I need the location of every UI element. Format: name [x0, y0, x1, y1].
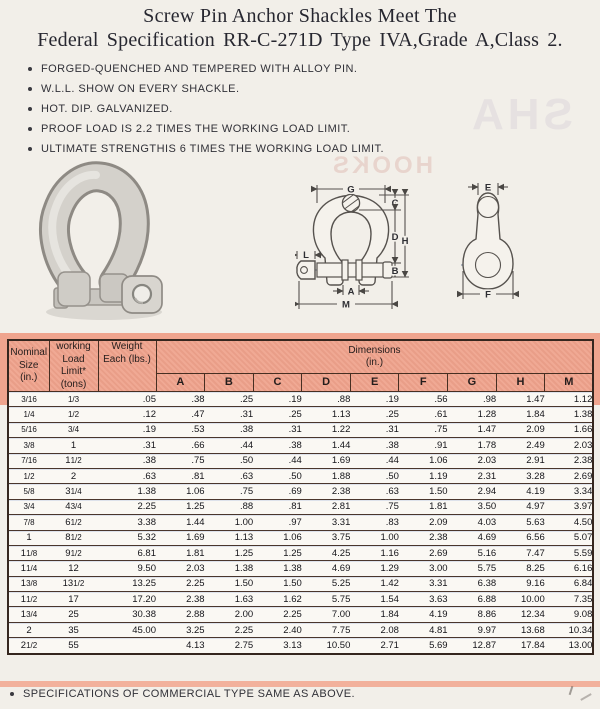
working-load-limit-cell: 55: [49, 638, 98, 654]
dimension-cell: 2.09: [496, 422, 545, 437]
dimension-cell: .69: [253, 484, 302, 499]
dimension-cell: 7.47: [496, 545, 545, 560]
shackle-photo: [24, 160, 172, 332]
dimension-cell: 6.16: [545, 561, 594, 576]
nominal-size-cell: 1: [8, 530, 49, 545]
dimension-cell: .81: [253, 499, 302, 514]
dimension-cell: 2.81: [302, 499, 351, 514]
dimension-cell: 10.34: [545, 622, 594, 637]
dimension-cell: .56: [399, 392, 448, 407]
dimension-cell: 1.62: [253, 592, 302, 607]
table-row: [8, 576, 593, 591]
weight-cell: 45.00: [98, 622, 156, 637]
table-row: [8, 392, 593, 407]
dimension-cell: 9.08: [545, 607, 594, 622]
dimension-cell: .38: [156, 392, 205, 407]
dim-label-E: E: [484, 182, 492, 194]
bleed-through-text: SHA: [468, 90, 573, 139]
dimension-cell: .53: [156, 422, 205, 437]
feature-bullet-list: [28, 59, 384, 159]
dimension-cell: 2.38: [302, 484, 351, 499]
dimension-cell: 5.69: [399, 638, 448, 654]
weight-cell: .38: [98, 453, 156, 468]
dimension-cell: 1.06: [156, 484, 205, 499]
table-row: [8, 607, 593, 622]
dimension-cell: 1.00: [350, 530, 399, 545]
dimension-cell: .81: [156, 468, 205, 483]
dimension-cell: 1.06: [253, 530, 302, 545]
dimension-cell: 3.13: [253, 638, 302, 654]
header-text: Size: [19, 359, 39, 371]
dimension-cell: .31: [350, 422, 399, 437]
dimension-cell: .38: [205, 422, 254, 437]
front-dimension-diagram: [295, 181, 413, 322]
bullet-text: PROOF LOAD IS 2.2 TIMES THE WORKING LOAD LIMIT.: [41, 123, 351, 135]
nominal-size-cell: 3/4: [8, 499, 49, 514]
dimension-cell: 12.87: [448, 638, 497, 654]
dimension-cell: 1.19: [399, 468, 448, 483]
bullet-dot-icon: [10, 692, 14, 696]
dimension-cell: 3.34: [545, 484, 594, 499]
dimension-cell: 1.12: [545, 392, 594, 407]
table-header-row-1: [8, 340, 593, 374]
dimension-cell: 13.00: [545, 638, 594, 654]
shackle-spec-table: [7, 339, 594, 655]
table-head: [8, 340, 593, 392]
dimension-cell: .75: [156, 453, 205, 468]
dimension-cell: 1.63: [205, 592, 254, 607]
dimension-cell: 1.69: [156, 530, 205, 545]
dimension-cell: 1.42: [350, 576, 399, 591]
working-load-limit-cell: 11/2: [49, 453, 98, 468]
working-load-limit-cell: 3/4: [49, 422, 98, 437]
dimension-cell: .83: [350, 515, 399, 530]
dim-label-D: D: [391, 232, 399, 243]
col-header-H: H: [496, 374, 545, 392]
front-diagram-drawing: [295, 181, 413, 322]
dimension-cell: 2.25: [156, 576, 205, 591]
page-title-line2: Federal Specification RR-C-271D Type IVA,Grade A,Class 2.: [37, 29, 563, 51]
dimension-cell: 5.07: [545, 530, 594, 545]
bullet-dot-icon: [28, 87, 32, 91]
weight-cell: 30.38: [98, 607, 156, 622]
nominal-size-cell: 11/8: [8, 545, 49, 560]
working-load-limit-cell: 61/2: [49, 515, 98, 530]
dimension-cell: 6.84: [545, 576, 594, 591]
dimension-cell: .66: [156, 438, 205, 453]
dimension-cell: 1.13: [302, 407, 351, 422]
dimension-cell: .31: [253, 422, 302, 437]
dimension-cell: 1.47: [496, 392, 545, 407]
dimension-cell: 1.38: [253, 561, 302, 576]
dim-label-G: G: [347, 184, 355, 196]
dimension-cell: 2.25: [253, 607, 302, 622]
dimension-cell: 2.03: [448, 453, 497, 468]
dimension-cell: 5.63: [496, 515, 545, 530]
working-load-limit-cell: 131/2: [49, 576, 98, 591]
working-load-limit-cell: 31/4: [49, 484, 98, 499]
dimension-cell: 4.03: [448, 515, 497, 530]
dimension-cell: 8.86: [448, 607, 497, 622]
dimension-cell: 1.00: [205, 515, 254, 530]
dimension-cell: 1.88: [302, 468, 351, 483]
header-text: working: [56, 341, 91, 352]
weight-cell: 3.38: [98, 515, 156, 530]
table-row: [8, 468, 593, 483]
bullet-dot-icon: [28, 127, 32, 131]
dimension-cell: 1.22: [302, 422, 351, 437]
feature-bullet: [28, 119, 384, 139]
col-header-weight: [98, 340, 156, 392]
dimension-cell: .50: [205, 453, 254, 468]
table-row: [8, 484, 593, 499]
dimension-cell: .50: [350, 468, 399, 483]
feature-bullet: [28, 99, 384, 119]
weight-cell: .19: [98, 422, 156, 437]
col-header-nominal-size: [8, 340, 49, 392]
working-load-limit-cell: 25: [49, 607, 98, 622]
dimension-cell: 7.00: [302, 607, 351, 622]
table-row: [8, 592, 593, 607]
col-header-E: E: [350, 374, 399, 392]
dimension-cell: 2.25: [205, 622, 254, 637]
pencil-mark: [580, 693, 591, 701]
dimension-cell: 4.19: [496, 484, 545, 499]
dimension-cell: 4.69: [302, 561, 351, 576]
working-load-limit-cell: 1/2: [49, 407, 98, 422]
dimension-cell: .19: [253, 392, 302, 407]
nominal-size-cell: 7/16: [8, 453, 49, 468]
table-row: [8, 561, 593, 576]
dimension-cell: 1.25: [205, 545, 254, 560]
dimension-cell: .44: [205, 438, 254, 453]
working-load-limit-cell: 12: [49, 561, 98, 576]
table-row: [8, 499, 593, 514]
table-bottom-strip: [0, 681, 600, 687]
bullet-text: W.L.L. SHOW ON EVERY SHACKLE.: [41, 83, 240, 95]
dimension-cell: 7.75: [302, 622, 351, 637]
nominal-size-cell: 21/2: [8, 638, 49, 654]
dimension-cell: 1.13: [205, 530, 254, 545]
dim-label-H: H: [401, 236, 409, 247]
header-text: Limit*: [60, 366, 86, 377]
nominal-size-cell: 5/8: [8, 484, 49, 499]
dimension-cell: 3.00: [399, 561, 448, 576]
dimension-cell: 2.91: [496, 453, 545, 468]
dimension-cell: 5.16: [448, 545, 497, 560]
dim-label-C: C: [391, 198, 399, 209]
dimension-cell: 2.03: [156, 561, 205, 576]
dimension-cell: .91: [399, 438, 448, 453]
dimension-cell: 2.38: [545, 453, 594, 468]
footnote-text: SPECIFICATIONS OF COMMERCIAL TYPE SAME AS ABOVE.: [23, 688, 355, 700]
working-load-limit-cell: 1/3: [49, 392, 98, 407]
weight-cell: [98, 638, 156, 654]
dimension-cell: 4.13: [156, 638, 205, 654]
weight-cell: 6.81: [98, 545, 156, 560]
dimension-cell: 1.84: [496, 407, 545, 422]
dimension-cell: 2.40: [253, 622, 302, 637]
header-text: Load: [62, 353, 85, 365]
dim-label-A: A: [347, 286, 355, 298]
dimension-cell: 1.66: [545, 422, 594, 437]
dimension-cell: 4.69: [448, 530, 497, 545]
dimension-cell: 13.68: [496, 622, 545, 637]
dimension-cell: 8.25: [496, 561, 545, 576]
dimension-cell: 4.97: [496, 499, 545, 514]
dimension-cell: 3.31: [302, 515, 351, 530]
nominal-size-cell: 11/4: [8, 561, 49, 576]
dimension-cell: 2.88: [156, 607, 205, 622]
weight-cell: .05: [98, 392, 156, 407]
weight-cell: 13.25: [98, 576, 156, 591]
table-row: [8, 453, 593, 468]
weight-cell: 1.38: [98, 484, 156, 499]
dimension-cell: 9.16: [496, 576, 545, 591]
dimension-cell: .88: [205, 499, 254, 514]
dimension-cell: .38: [350, 438, 399, 453]
dimension-cell: 2.09: [399, 515, 448, 530]
working-load-limit-cell: 17: [49, 592, 98, 607]
dimension-cell: .31: [205, 407, 254, 422]
working-load-limit-cell: 1: [49, 438, 98, 453]
dimension-cell: 3.63: [399, 592, 448, 607]
weight-cell: .31: [98, 438, 156, 453]
table-row: [8, 407, 593, 422]
dimension-cell: 5.75: [302, 592, 351, 607]
dimension-cell: 1.38: [545, 407, 594, 422]
dimension-cell: 3.31: [399, 576, 448, 591]
dimension-cell: 2.69: [399, 545, 448, 560]
working-load-limit-cell: 91/2: [49, 545, 98, 560]
side-dimension-diagram: [451, 181, 527, 306]
dimension-cell: 2.31: [448, 468, 497, 483]
pencil-mark: [569, 686, 574, 695]
dimension-cell: .38: [253, 438, 302, 453]
dimension-cell: .98: [448, 392, 497, 407]
dimension-cell: 4.19: [399, 607, 448, 622]
col-header-dimensions: [156, 340, 593, 374]
dim-label-B: B: [391, 266, 399, 277]
dimension-cell: 4.81: [399, 622, 448, 637]
table-row: [8, 515, 593, 530]
dimension-cell: 1.50: [253, 576, 302, 591]
dimension-cell: .75: [350, 499, 399, 514]
feature-bullet: [28, 79, 384, 99]
commercial-type-footnote: [10, 688, 355, 700]
dimension-cell: 3.25: [156, 622, 205, 637]
page-title-line1: Screw Pin Anchor Shackles Meet The: [143, 5, 457, 27]
dimension-cell: 2.94: [448, 484, 497, 499]
dimension-cell: 1.69: [302, 453, 351, 468]
dimension-cell: 7.35: [545, 592, 594, 607]
dimension-cell: .75: [205, 484, 254, 499]
dimension-cell: 3.50: [448, 499, 497, 514]
col-header-G: G: [448, 374, 497, 392]
dimension-cell: 3.28: [496, 468, 545, 483]
dimension-cell: 5.25: [302, 576, 351, 591]
bullet-text: FORGED-QUENCHED AND TEMPERED WITH ALLOY PIN.: [41, 63, 358, 75]
side-diagram-drawing: [451, 181, 527, 306]
col-header-A: A: [156, 374, 205, 392]
shackle-photo-image: [24, 160, 172, 332]
dim-label-F: F: [485, 289, 491, 301]
weight-cell: 2.25: [98, 499, 156, 514]
dimension-cell: 6.38: [448, 576, 497, 591]
dimension-cell: 4.50: [545, 515, 594, 530]
col-header-D: D: [302, 374, 351, 392]
table-row: [8, 530, 593, 545]
dimension-cell: 2.03: [545, 438, 594, 453]
header-text: Each (lbs.): [103, 353, 151, 365]
table-row: [8, 638, 593, 654]
dimension-cell: 1.16: [350, 545, 399, 560]
dimension-cell: 3.75: [302, 530, 351, 545]
dimension-cell: 1.29: [350, 561, 399, 576]
bullet-dot-icon: [28, 147, 32, 151]
dimension-cell: .44: [350, 453, 399, 468]
dimension-cell: 2.00: [205, 607, 254, 622]
dimension-cell: .44: [253, 453, 302, 468]
header-text: Weight: [111, 341, 143, 352]
dim-label-M: M: [342, 299, 350, 311]
dimension-cell: .61: [399, 407, 448, 422]
dimension-cell: 4.25: [302, 545, 351, 560]
dimension-cell: .75: [399, 422, 448, 437]
dimension-cell: 5.59: [545, 545, 594, 560]
dimension-cell: 3.97: [545, 499, 594, 514]
dimension-cell: .47: [156, 407, 205, 422]
dimension-cell: 1.38: [205, 561, 254, 576]
nominal-size-cell: 3/8: [8, 438, 49, 453]
dimension-cell: 1.84: [350, 607, 399, 622]
table-row: [8, 545, 593, 560]
dimension-cell: 6.56: [496, 530, 545, 545]
dimension-cell: 1.25: [253, 545, 302, 560]
dimension-cell: 1.25: [156, 499, 205, 514]
col-header-M: M: [545, 374, 594, 392]
nominal-size-cell: 13/8: [8, 576, 49, 591]
dimension-cell: 1.06: [399, 453, 448, 468]
weight-cell: 9.50: [98, 561, 156, 576]
dimension-cell: 10.50: [302, 638, 351, 654]
weight-cell: 5.32: [98, 530, 156, 545]
dimension-cell: 2.71: [350, 638, 399, 654]
nominal-size-cell: 7/8: [8, 515, 49, 530]
dimension-cell: 1.81: [399, 499, 448, 514]
dimension-cell: 5.75: [448, 561, 497, 576]
nominal-size-cell: 2: [8, 622, 49, 637]
dimension-cell: 17.84: [496, 638, 545, 654]
bleed-through-text: HOOKS: [330, 152, 434, 179]
nominal-size-cell: 1/2: [8, 468, 49, 483]
dimension-cell: 1.78: [448, 438, 497, 453]
dimension-cell: 12.34: [496, 607, 545, 622]
dimension-cell: 1.44: [156, 515, 205, 530]
bullet-dot-icon: [28, 107, 32, 111]
dimension-cell: 1.44: [302, 438, 351, 453]
header-text: (in.): [365, 357, 384, 368]
dimension-cell: 1.81: [156, 545, 205, 560]
header-text: Dimensions: [348, 344, 401, 356]
dimension-cell: 1.50: [205, 576, 254, 591]
table-row: [8, 422, 593, 437]
dimension-cell: .19: [350, 392, 399, 407]
dimension-cell: 1.28: [448, 407, 497, 422]
dimension-cell: 2.69: [545, 468, 594, 483]
col-header-C: C: [253, 374, 302, 392]
dimension-cell: 1.50: [399, 484, 448, 499]
dimension-cell: .88: [302, 392, 351, 407]
col-header-F: F: [399, 374, 448, 392]
nominal-size-cell: 11/2: [8, 592, 49, 607]
dimension-cell: 6.88: [448, 592, 497, 607]
dimension-cell: .97: [253, 515, 302, 530]
header-text: (tons): [60, 378, 87, 390]
dimension-cell: .25: [350, 407, 399, 422]
table-row: [8, 438, 593, 453]
dimension-cell: 2.38: [399, 530, 448, 545]
dimension-cell: 2.49: [496, 438, 545, 453]
dimension-cell: .50: [253, 468, 302, 483]
dimension-cell: 1.54: [350, 592, 399, 607]
bullet-dot-icon: [28, 67, 32, 71]
working-load-limit-cell: 2: [49, 468, 98, 483]
dimension-cell: 2.75: [205, 638, 254, 654]
bullet-text: ULTIMATE STRENGTHIS 6 TIMES THE WORKING LOAD LIMIT.: [41, 143, 385, 155]
weight-cell: .12: [98, 407, 156, 422]
dimension-cell: 2.38: [156, 592, 205, 607]
dimension-cell: 2.08: [350, 622, 399, 637]
dimension-cell: 10.00: [496, 592, 545, 607]
dimension-cell: .63: [350, 484, 399, 499]
dimension-cell: 9.97: [448, 622, 497, 637]
nominal-size-cell: 3/16: [8, 392, 49, 407]
dim-label-L: L: [303, 250, 309, 261]
dimension-cell: .25: [205, 392, 254, 407]
feature-bullet: [28, 59, 384, 79]
nominal-size-cell: 5/16: [8, 422, 49, 437]
table-row: [8, 622, 593, 637]
weight-cell: 17.20: [98, 592, 156, 607]
feature-bullet: [28, 139, 384, 159]
working-load-limit-cell: 43/4: [49, 499, 98, 514]
dimension-cell: .25: [253, 407, 302, 422]
working-load-limit-cell: 81/2: [49, 530, 98, 545]
col-header-B: B: [205, 374, 254, 392]
nominal-size-cell: 13/4: [8, 607, 49, 622]
dimension-cell: .63: [205, 468, 254, 483]
header-text: (in.): [20, 372, 38, 384]
bullet-text: HOT. DIP. GALVANIZED.: [41, 103, 173, 115]
dimension-cell: 1.47: [448, 422, 497, 437]
weight-cell: .63: [98, 468, 156, 483]
col-header-working-load-limit: [49, 340, 98, 392]
nominal-size-cell: 1/4: [8, 407, 49, 422]
working-load-limit-cell: 35: [49, 622, 98, 637]
header-text: Nominal: [10, 347, 48, 359]
table-body: [8, 392, 593, 654]
